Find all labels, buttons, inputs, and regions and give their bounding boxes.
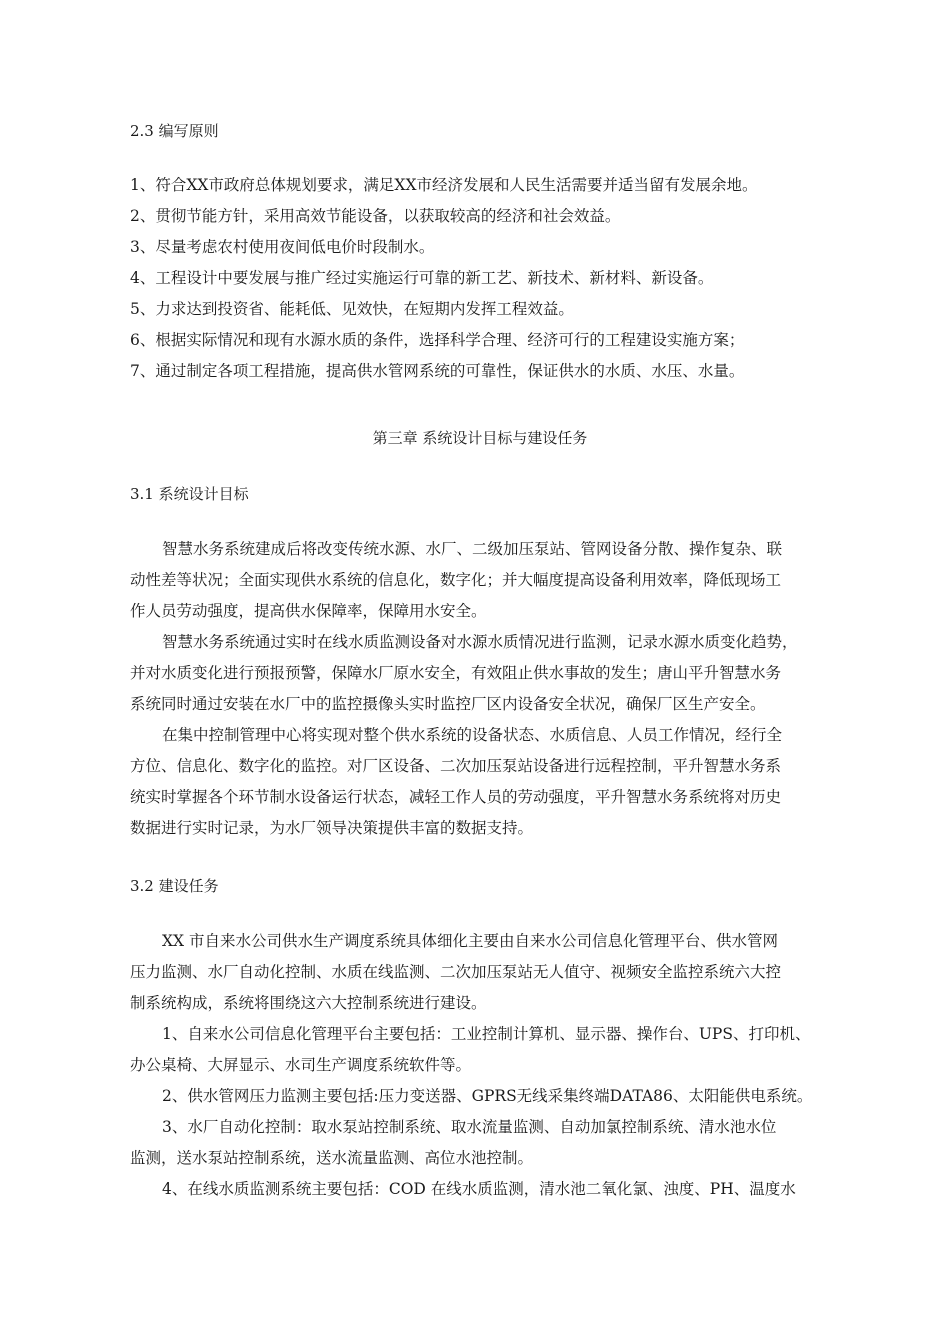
list-item: 5、力求达到投资省、能耗低、见效快，在短期内发挥工程效益。 <box>130 300 574 318</box>
paragraph <box>130 1112 830 1174</box>
paragraph-line: 1、自来水公司信息化管理平台主要包括：工业控制计算机、显示器、操作台、UPS、打印机、 <box>162 1025 811 1043</box>
paragraph <box>130 720 830 844</box>
list-item: 1、符合XX市政府总体规划要求，满足XX市经济发展和人民生活需要并适当留有发展余地。 <box>130 176 758 194</box>
paragraph-line: 办公桌椅、大屏显示、水司生产调度系统软件等。 <box>130 1056 472 1074</box>
paragraph <box>130 534 830 627</box>
list-item: 4、工程设计中要发展与推广经过实施运行可靠的新工艺、新技术、新材料、新设备。 <box>130 269 714 287</box>
paragraph-line: 2、供水管网压力监测主要包括:压力变送器、GPRS无线采集终端DATA86、太阳能供电系统。 <box>162 1087 813 1105</box>
list-item: 2、贯彻节能方针，采用高效节能设备，以获取较高的经济和社会效益。 <box>130 207 621 225</box>
paragraph-line: 监测，送水泵站控制系统，送水流量监测、高位水池控制。 <box>130 1149 534 1167</box>
paragraph-line: 统实时掌握各个环节制水设备运行状态，减轻工作人员的劳动强度，平升智慧水务系统将对历史 <box>130 788 782 806</box>
paragraph-line: 4、在线水质监测系统主要包括：COD 在线水质监测，清水池二氧化氯、浊度、PH、温度水 <box>162 1180 796 1198</box>
paragraph-line: 智慧水务系统通过实时在线水质监测设备对水源水质情况进行监测，记录水源水质变化趋势， <box>162 633 798 651</box>
section-3-1-heading: 3.1 系统设计目标 <box>130 485 249 503</box>
paragraph-line: 智慧水务系统建成后将改变传统水源、水厂、二级加压泵站、管网设备分散、操作复杂、联 <box>162 540 783 558</box>
paragraph <box>130 926 830 1019</box>
section-3-2-heading: 3.2 建设任务 <box>130 877 219 895</box>
paragraph <box>130 1081 830 1112</box>
list-item: 7、通过制定各项工程措施，提高供水管网系统的可靠性，保证供水的水质、水压、水量。 <box>130 362 745 380</box>
paragraph-line: XX 市自来水公司供水生产调度系统具体细化主要由自来水公司信息化管理平台、供水管网 <box>162 932 778 950</box>
section-2-3-heading: 2.3 编写原则 <box>130 122 219 140</box>
list-item: 6、根据实际情况和现有水源水质的条件，选择科学合理、经济可行的工程建设实施方案； <box>130 331 745 349</box>
paragraph <box>130 627 830 720</box>
paragraph-line: 3、水厂自动化控制：取水泵站控制系统、取水流量监测、自动加氯控制系统、清水池水位 <box>162 1118 777 1136</box>
paragraph-line: 方位、信息化、数字化的监控。对厂区设备、二次加压泵站设备进行远程控制，平升智慧水务系 <box>130 757 782 775</box>
paragraph-line: 数据进行实时记录，为水厂领导决策提供丰富的数据支持。 <box>130 819 534 837</box>
paragraph-line: 并对水质变化进行预报预警，保障水厂原水安全，有效阻止供水事故的发生；唐山平升智慧水务 <box>130 664 782 682</box>
paragraph-line: 压力监测、水厂自动化控制、水质在线监测、二次加压泵站无人值守、视频安全监控系统六大控 <box>130 963 782 981</box>
paragraph <box>130 1019 830 1081</box>
paragraph <box>130 1174 830 1205</box>
paragraph-line: 制系统构成，系统将围绕这六大控制系统进行建设。 <box>130 994 487 1012</box>
chapter-title: 第三章 系统设计目标与建设任务 <box>372 429 588 447</box>
list-item: 3、尽量考虑农村使用夜间低电价时段制水。 <box>130 238 435 256</box>
paragraph-line: 在集中控制管理中心将实现对整个供水系统的设备状态、水质信息、人员工作情况，经行全 <box>162 726 783 744</box>
paragraph-line: 系统同时通过安装在水厂中的监控摄像头实时监控厂区内设备安全状况，确保厂区生产安全。 <box>130 695 766 713</box>
paragraph-line: 作人员劳动强度，提高供水保障率，保障用水安全。 <box>130 602 487 620</box>
paragraph-line: 动性差等状况；全面实现供水系统的信息化，数字化；并大幅度提高设备利用效率，降低现场工 <box>130 571 782 589</box>
principles-list <box>130 170 830 387</box>
